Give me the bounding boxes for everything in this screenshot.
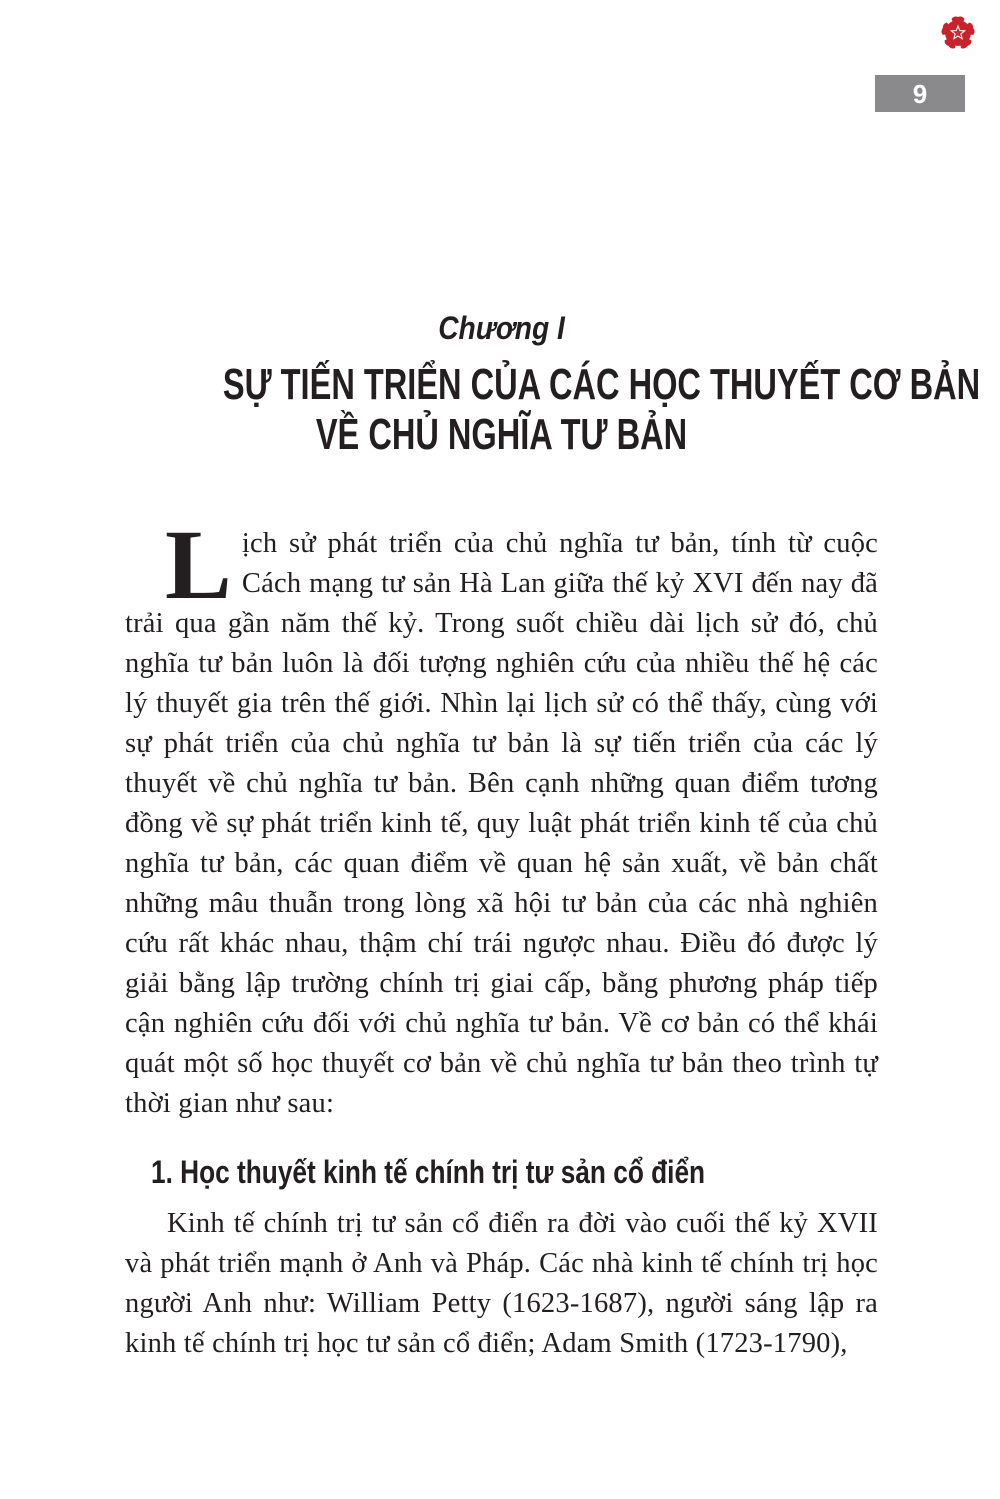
dropcap-letter: L [165,509,232,620]
page-content [125,0,981,1364]
section-1-paragraph: Kinh tế chính trị tư sản cổ điển ra đời vào cuối thế kỷ XVII và phát triển mạnh ở Anh và Pháp. Các nhà kinh tế chính trị học người Anh như: William Petty (1623-1687), người sáng lập ra kinh tế chính trị học tư sản cổ điển; Adam Smith (1723-1790), [125,1208,878,1359]
chapter-title [125,360,981,460]
page-number-badge [875,75,965,112]
chapter-title-line-2: VỀ CHỦ NGHĨA TƯ BẢN [315,410,688,459]
page-number: 9 [912,78,928,109]
opening-paragraph-text: ịch sử phát triển của chủ nghĩa tư bản, tính từ cuộc Cách mạng tư sản Hà Lan giữa thế kỷ XVI đến nay đã trải qua gần năm thế kỷ. Trong suốt chiều dài lịch sử đó, chủ nghĩa tư bản luôn là đối tượng nghiên cứu của nhiều thế hệ các lý thuyết gia trên thế giới. Nhìn lại lịch sử có thể thấy, cùng với sự phát triển của chủ nghĩa tư bản là sự tiến triển của các lý thuyết về chủ nghĩa tư bản. Bên cạnh những quan điểm tương đồng về sự phát triển kinh tế, quy luật phát triển kinh tế của chủ nghĩa tư bản, các quan điểm về quan hệ sản xuất, về bản chất những mâu thuẫn trong lòng xã hội tư bản của các nhà nghiên cứu rất khác nhau, thậm chí trái ngược nhau. Điều đó được lý giải bằng lập trường chính trị giai cấp, bằng phương pháp tiếp cận nghiên cứu đối với chủ nghĩa tư bản. Về cơ bản có thể khái quát một số học thuyết cơ bản về chủ nghĩa tư bản theo trình tự thời gian như sau: [125,528,878,1119]
opening-paragraph [125,509,878,1124]
section-1-heading: 1. Học thuyết kinh tế chính trị tư sản cổ điển [151,1154,706,1190]
chapter-title-line-1: SỰ TIẾN TRIỂN CỦA CÁC HỌC THUYẾT CƠ BẢN [222,360,981,409]
chapter-label: Chương I [438,310,565,346]
red-flower-icon [938,13,978,53]
